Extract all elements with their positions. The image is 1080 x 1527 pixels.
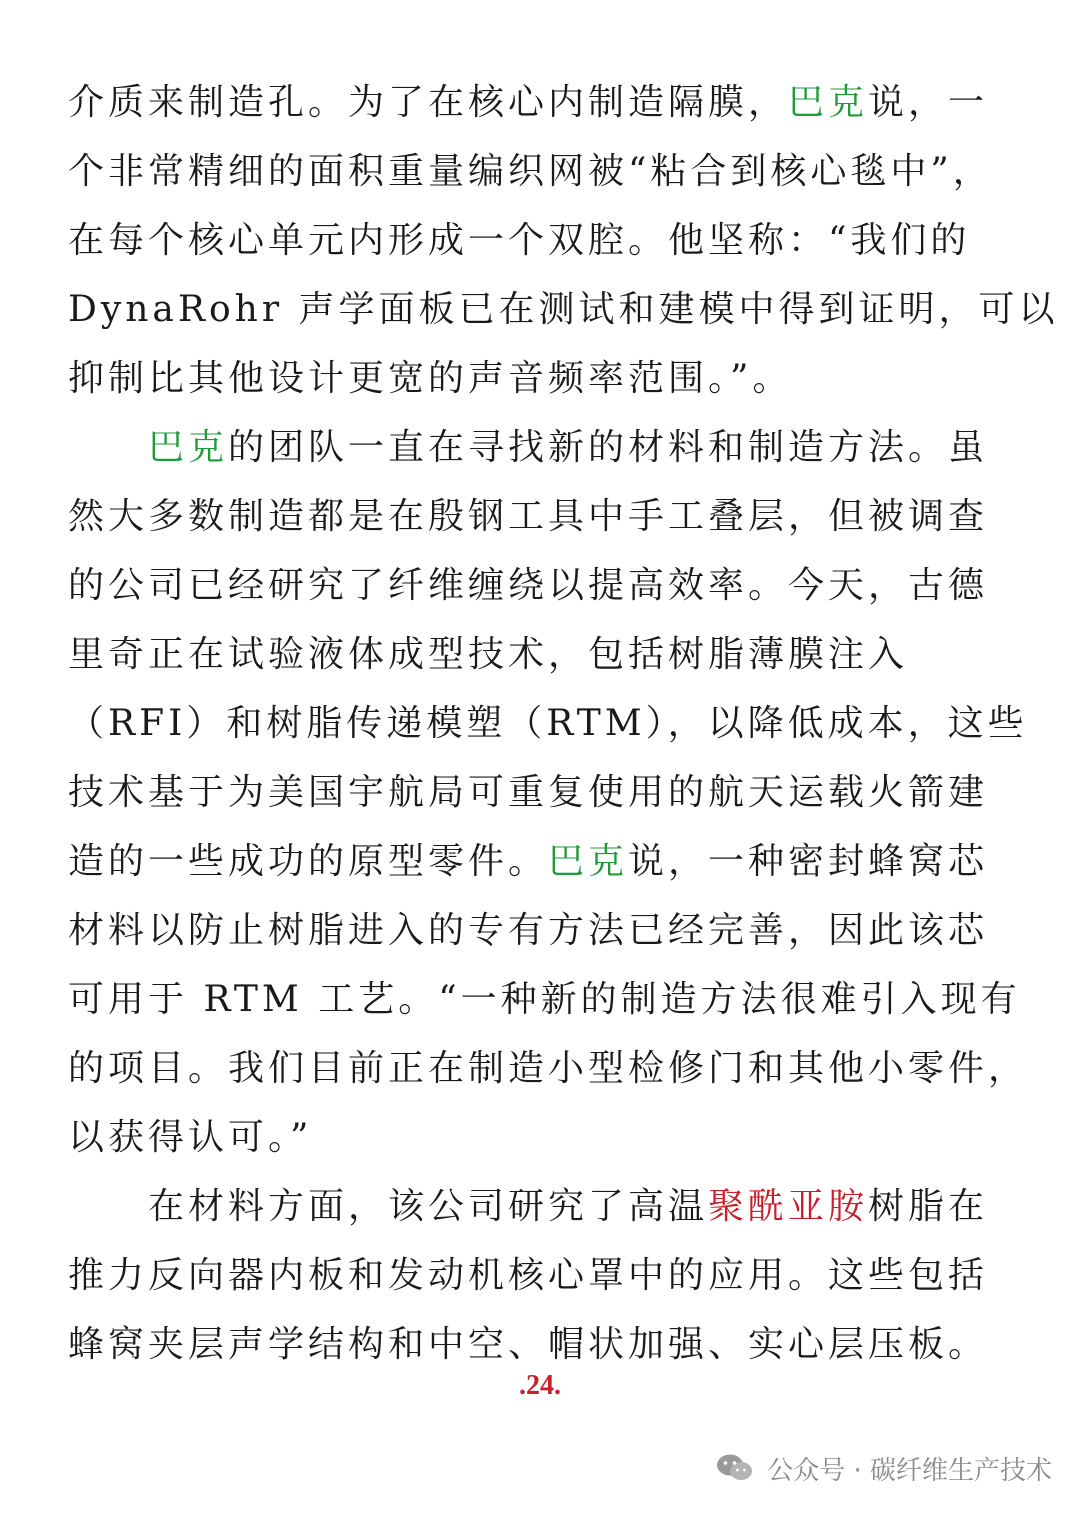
text-span: 造的一些成功的原型零件。 <box>68 841 549 882</box>
text-span: 说，一 <box>868 82 989 123</box>
article-body <box>68 68 1059 1379</box>
text-line: 里奇正在试验液体成型技术，包括树脂薄膜注入 <box>68 634 909 675</box>
page-number: .24. <box>519 1370 561 1401</box>
text-line: 的公司已经研究了纤维缠绕以提高效率。今天，古德 <box>68 565 989 606</box>
text-line: 然大多数制造都是在殷钢工具中手工叠层，但被调查 <box>68 496 989 537</box>
text-line: 蜂窝夹层声学结构和中空、帽状加强、实心层压板。 <box>68 1324 989 1365</box>
text-span: 介质来制造孔。为了在核心内制造隔膜， <box>68 82 789 123</box>
text-line: （RFI）和树脂传递模塑（RTM），以降低成本，这些 <box>68 703 1028 744</box>
highlight-term: 聚酰亚胺 <box>708 1186 869 1227</box>
text-span: 说，一种密封蜂窝芯 <box>628 841 989 882</box>
text-line <box>68 413 1012 482</box>
paragraph-2 <box>68 413 1029 1172</box>
text-line <box>68 68 1012 137</box>
paragraph-1 <box>68 68 1059 413</box>
text-line: DynaRohr 声学面板已在测试和建模中得到证明，可以 <box>68 289 1059 330</box>
text-line: 抑制比其他设计更宽的声音频率范围。”。 <box>68 358 793 399</box>
text-line <box>68 827 1012 896</box>
text-line: 材料以防止树脂进入的专有方法已经完善，因此该芯 <box>68 910 989 951</box>
text-line: 技术基于为美国宇航局可重复使用的航天运载火箭建 <box>68 772 989 813</box>
text-span: 在材料方面，该公司研究了高温 <box>148 1186 709 1227</box>
watermark <box>715 1438 1052 1498</box>
highlight-name: 巴克 <box>548 841 629 882</box>
text-line: 以获得认可。” <box>68 1117 313 1158</box>
text-line: 可用于 RTM 工艺。“一种新的制造方法很难引入现有 <box>68 979 1021 1020</box>
paragraph-3 <box>68 1172 1012 1379</box>
text-line: 的项目。我们目前正在制造小型检修门和其他小零件， <box>68 1048 1029 1089</box>
wechat-icon <box>715 1452 755 1484</box>
text-span: 树脂在 <box>868 1186 989 1227</box>
watermark-text: 公众号 · 碳纤维生产技术 <box>767 1455 1052 1486</box>
highlight-name: 巴克 <box>148 427 229 468</box>
text-line: 在每个核心单元内形成一个双腔。他坚称：“我们的 <box>68 220 971 261</box>
text-line: 推力反向器内板和发动机核心罩中的应用。这些包括 <box>68 1255 989 1296</box>
text-line <box>68 1172 1012 1241</box>
text-span: 的团队一直在寻找新的材料和制造方法。虽 <box>228 427 989 468</box>
text-line: 个非常精细的面积重量编织网被“粘合到核心毯中”， <box>68 151 993 192</box>
highlight-name: 巴克 <box>788 82 869 123</box>
